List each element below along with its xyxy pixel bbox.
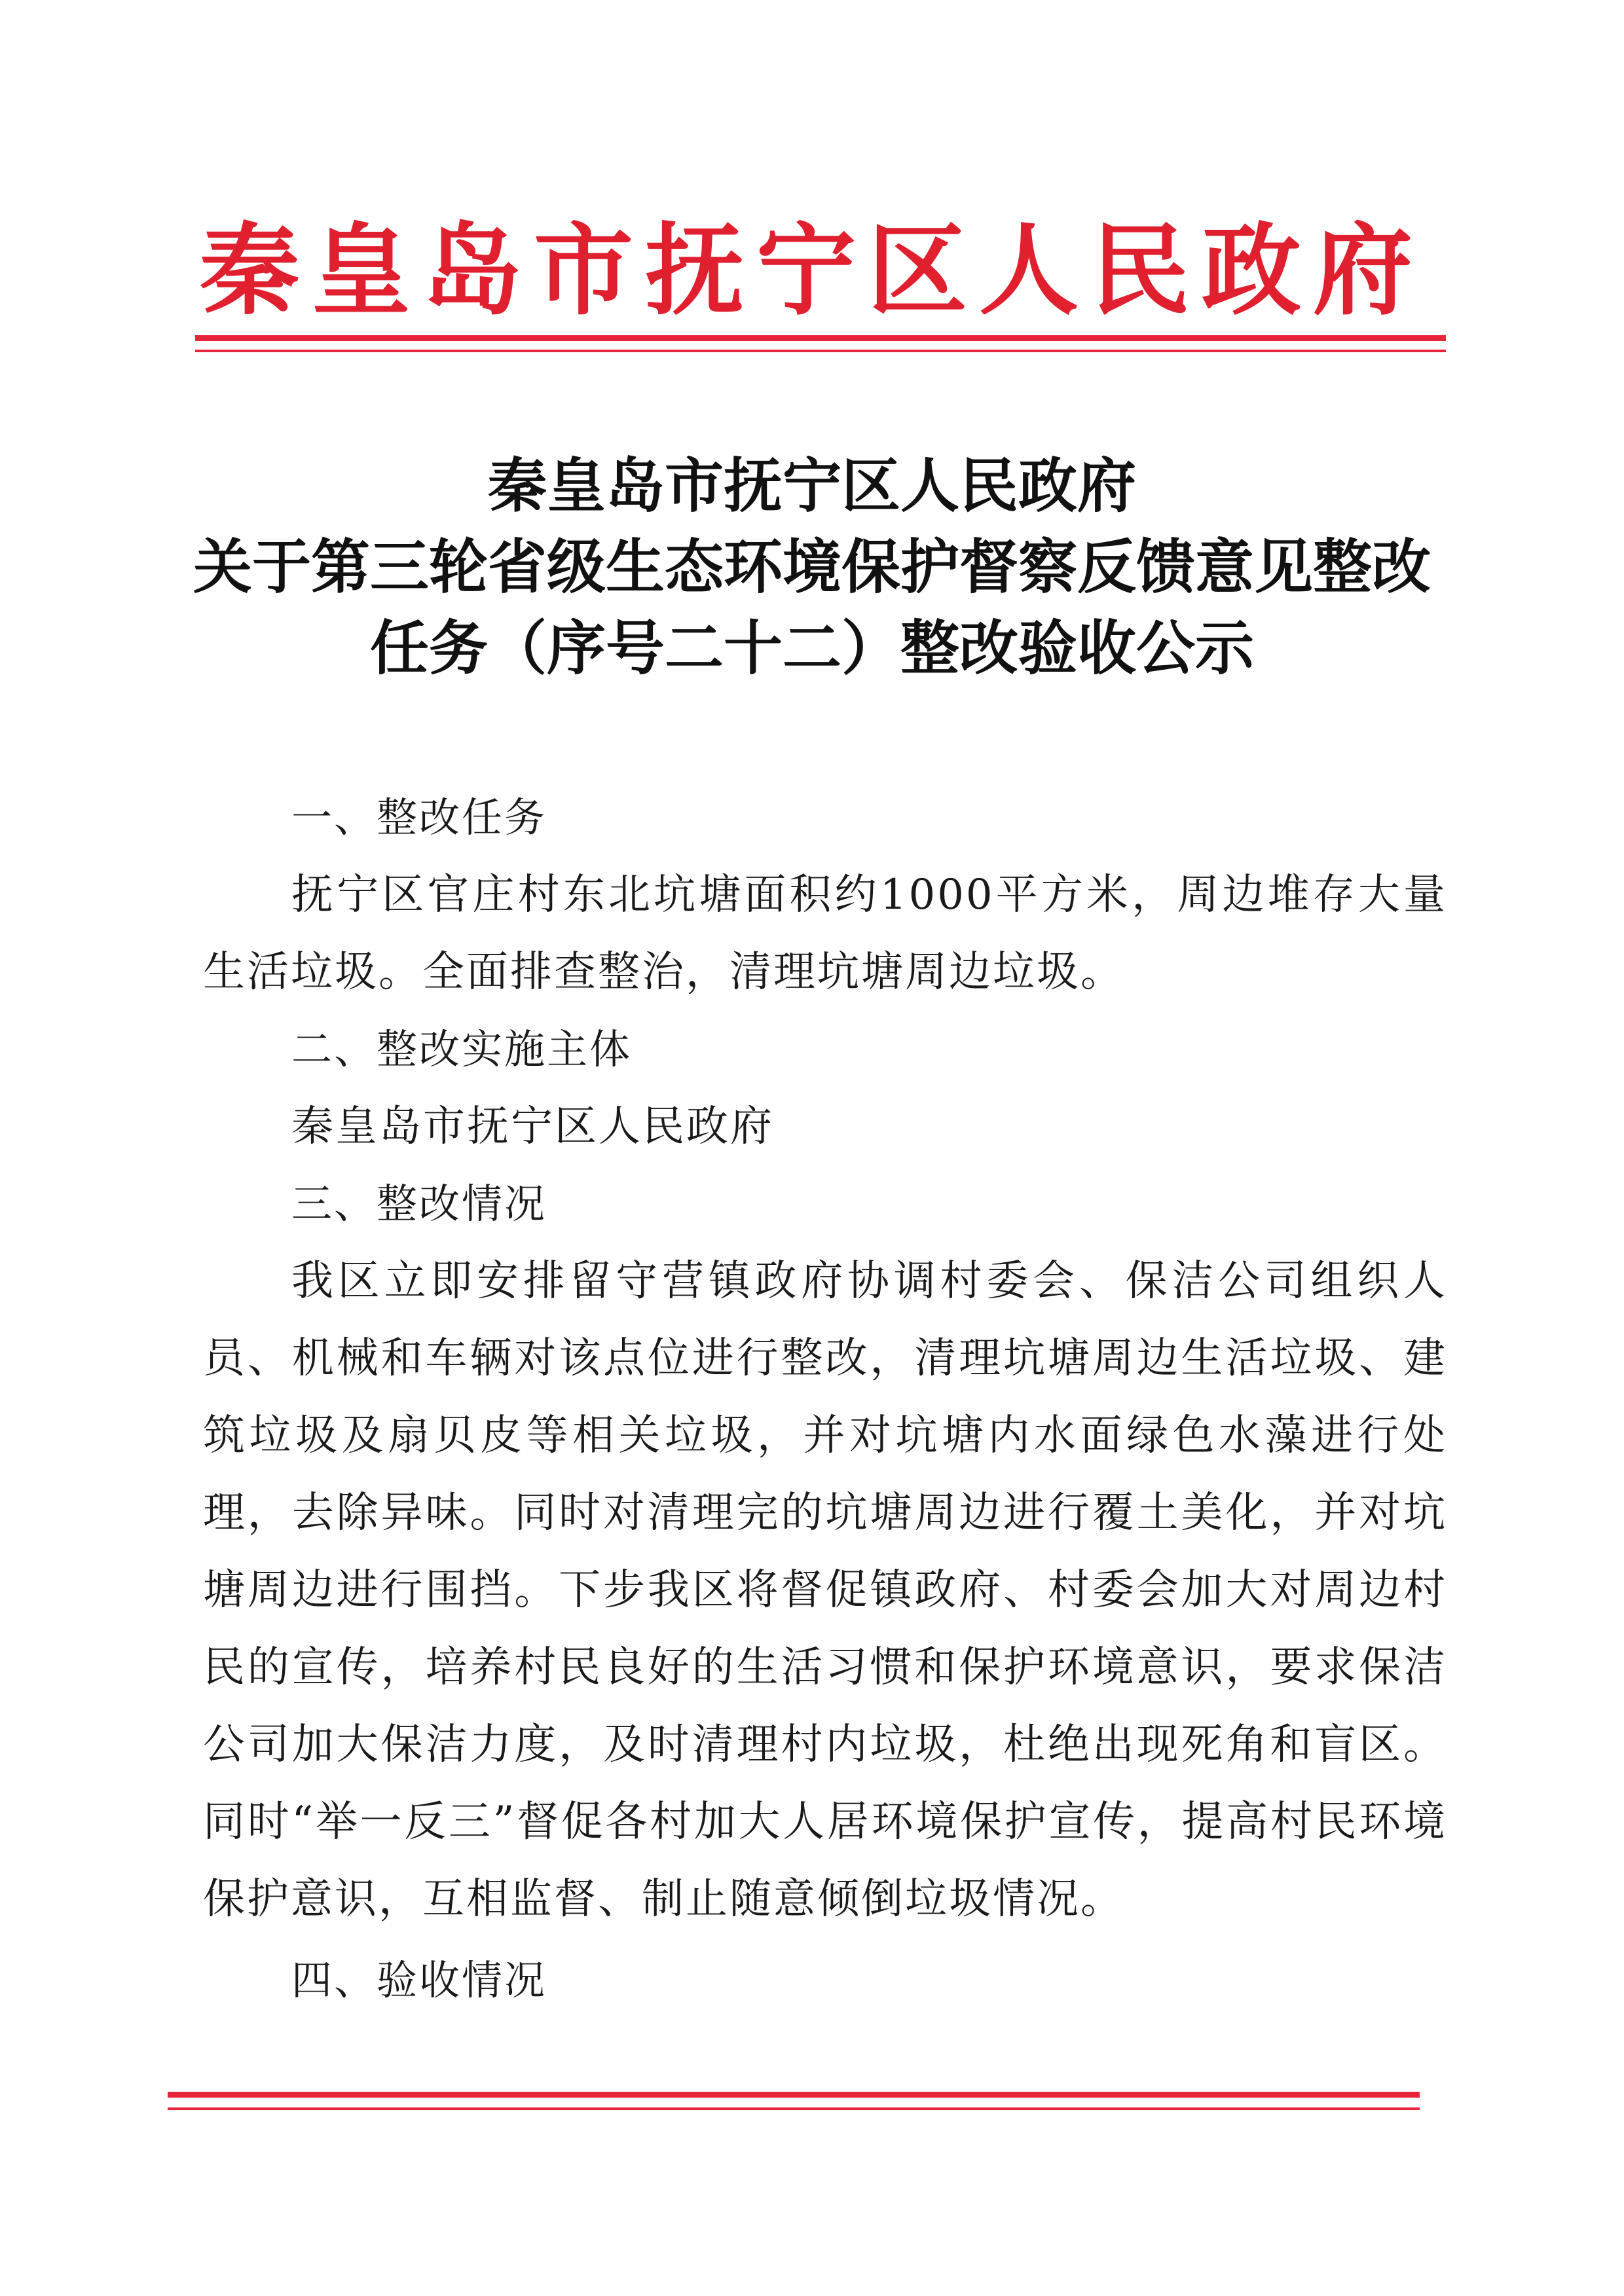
letterhead-red-rule	[195, 335, 1446, 357]
footer-red-rule	[168, 2092, 1420, 2114]
title-line-2: 关于第三轮省级生态环境保护督察反馈意见整改	[193, 532, 1431, 602]
section-1-heading: 一、整改任务	[291, 793, 547, 841]
section-3-heading: 三、整改情况	[291, 1180, 547, 1228]
section-2-body: 秦皇岛市抚宁区人民政府	[291, 1102, 774, 1151]
red-rule-thick	[168, 2092, 1420, 2098]
document-body	[203, 779, 1447, 2019]
section-1-body: 抚宁区官庄村东北坑塘面积约1000平方米，周边堆存大量生活垃圾。全面排查整治，清理坑塘周边垃圾。	[203, 871, 1447, 996]
title-line-1: 秦皇岛市抚宁区人民政府	[488, 451, 1136, 520]
title-line-3: 任务（序号二十二）整改验收公示	[370, 613, 1254, 683]
section-3-body: 我区立即安排留守营镇政府协调村委会、保洁公司组织人员、机械和车辆对该点位进行整改，清理坑塘周边生活垃圾、建筑垃圾及扇贝皮等相关垃圾，并对坑塘内水面绿色水藻进行处理，去除异味。同时对清理完的坑塘周边进行覆土美化，并对坑塘周边进行围挡。下步我区将督促镇政府、村委会加大对周边村民的宣传，培养村民良好的生活习惯和保护环境意识，要求保洁公司加大保洁力度，及时清理村内垃圾，杜绝出现死角和盲区。同时“举一反三”督促各村加大人居环境保护宣传，提高村民环境保护意识，互相监督、制止随意倾倒垃圾情况。	[203, 1257, 1447, 1923]
letterhead-org-name: 秦皇岛市抚宁区人民政府	[200, 211, 1424, 329]
red-rule-thin	[168, 2107, 1420, 2110]
document-title	[164, 445, 1460, 689]
red-rule-thick	[195, 335, 1446, 341]
section-4-heading: 四、验收情况	[291, 1956, 547, 2004]
section-2-heading: 二、整改实施主体	[291, 1025, 633, 1073]
red-rule-thin	[195, 350, 1446, 352]
